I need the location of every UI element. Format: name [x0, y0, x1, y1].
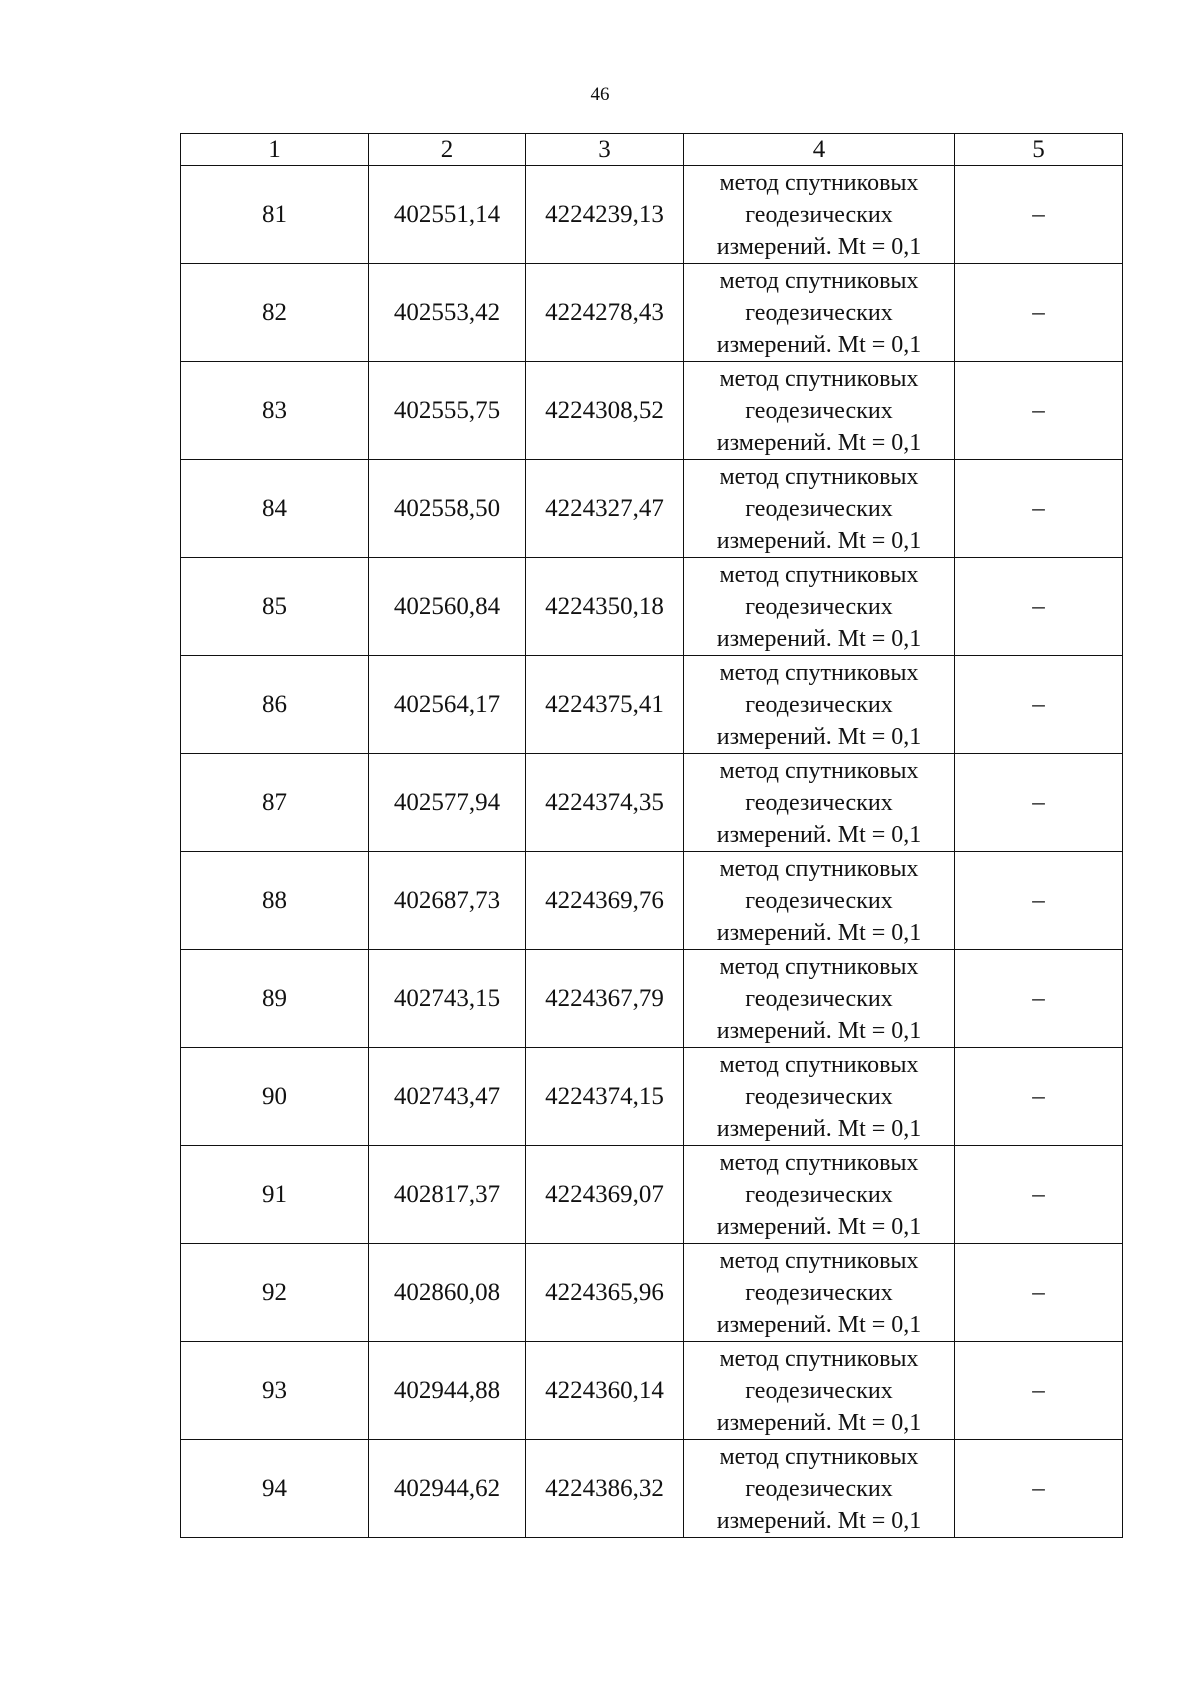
x-coordinate-cell: 402817,37 [369, 1146, 526, 1244]
method-text-line: метод спутниковых [719, 267, 919, 294]
table-row [181, 852, 1123, 950]
y-coordinate-cell: 4224367,79 [526, 950, 684, 1048]
x-coordinate-cell: 402944,88 [369, 1342, 526, 1440]
column-5-cell: – [955, 1342, 1123, 1440]
column-5-cell: – [955, 362, 1123, 460]
method-text-line: измерений. Mt = 0,1 [716, 1507, 922, 1534]
method-cell [684, 950, 955, 1048]
method-cell [684, 558, 955, 656]
y-coordinate-cell: 4224365,96 [526, 1244, 684, 1342]
column-5-cell: – [955, 950, 1123, 1048]
table-body [181, 166, 1123, 1538]
method-text-line: геодезических [745, 593, 893, 620]
point-number-cell: 93 [181, 1342, 369, 1440]
y-coordinate-cell: 4224360,14 [526, 1342, 684, 1440]
column-5-cell: – [955, 1146, 1123, 1244]
method-text-line: измерений. Mt = 0,1 [716, 233, 922, 260]
point-number-cell: 85 [181, 558, 369, 656]
method-text-line: геодезических [745, 1083, 893, 1110]
table-row [181, 264, 1123, 362]
point-number-cell: 91 [181, 1146, 369, 1244]
point-number-cell: 84 [181, 460, 369, 558]
column-header-5: 5 [955, 134, 1123, 166]
column-header-2: 2 [369, 134, 526, 166]
column-5-cell: – [955, 1244, 1123, 1342]
method-text-line: геодезических [745, 397, 893, 424]
method-text-line: метод спутниковых [719, 1345, 919, 1372]
method-text-line: геодезических [745, 789, 893, 816]
x-coordinate-cell: 402558,50 [369, 460, 526, 558]
table-row [181, 1342, 1123, 1440]
method-text-line: метод спутниковых [719, 1443, 919, 1470]
x-coordinate-cell: 402564,17 [369, 656, 526, 754]
method-text-line: измерений. Mt = 0,1 [716, 723, 922, 750]
table-row [181, 1048, 1123, 1146]
table-row [181, 1244, 1123, 1342]
column-5-cell: – [955, 1440, 1123, 1538]
column-5-cell: – [955, 1048, 1123, 1146]
table-row [181, 1146, 1123, 1244]
x-coordinate-cell: 402551,14 [369, 166, 526, 264]
point-number-cell: 83 [181, 362, 369, 460]
method-cell [684, 362, 955, 460]
method-text-line: измерений. Mt = 0,1 [716, 1017, 922, 1044]
method-cell [684, 852, 955, 950]
method-cell [684, 1244, 955, 1342]
method-text-line: метод спутниковых [719, 169, 919, 196]
method-text-line: геодезических [745, 1279, 893, 1306]
method-text-line: геодезических [745, 985, 893, 1012]
method-cell [684, 166, 955, 264]
method-cell [684, 754, 955, 852]
method-cell [684, 1146, 955, 1244]
column-5-cell: – [955, 264, 1123, 362]
method-text-line: измерений. Mt = 0,1 [716, 1213, 922, 1240]
method-text-line: измерений. Mt = 0,1 [716, 1115, 922, 1142]
y-coordinate-cell: 4224239,13 [526, 166, 684, 264]
point-number-cell: 87 [181, 754, 369, 852]
method-text-line: геодезических [745, 691, 893, 718]
method-text-line: геодезических [745, 299, 893, 326]
point-number-cell: 92 [181, 1244, 369, 1342]
method-text-line: метод спутниковых [719, 855, 919, 882]
method-text-line: метод спутниковых [719, 365, 919, 392]
x-coordinate-cell: 402743,15 [369, 950, 526, 1048]
point-number-cell: 81 [181, 166, 369, 264]
point-number-cell: 94 [181, 1440, 369, 1538]
method-text-line: метод спутниковых [719, 1247, 919, 1274]
method-text-line: метод спутниковых [719, 659, 919, 686]
method-cell [684, 1342, 955, 1440]
page-number: 46 [590, 84, 610, 105]
column-5-cell: – [955, 754, 1123, 852]
x-coordinate-cell: 402560,84 [369, 558, 526, 656]
y-coordinate-cell: 4224278,43 [526, 264, 684, 362]
y-coordinate-cell: 4224374,35 [526, 754, 684, 852]
method-text-line: метод спутниковых [719, 1149, 919, 1176]
column-5-cell: – [955, 460, 1123, 558]
column-5-cell: – [955, 852, 1123, 950]
method-text-line: измерений. Mt = 0,1 [716, 625, 922, 652]
table-row [181, 166, 1123, 264]
method-text-line: геодезических [745, 1377, 893, 1404]
y-coordinate-cell: 4224374,15 [526, 1048, 684, 1146]
x-coordinate-cell: 402555,75 [369, 362, 526, 460]
x-coordinate-cell: 402944,62 [369, 1440, 526, 1538]
point-number-cell: 88 [181, 852, 369, 950]
y-coordinate-cell: 4224369,07 [526, 1146, 684, 1244]
table-row [181, 1440, 1123, 1538]
table-row [181, 656, 1123, 754]
method-text-line: измерений. Mt = 0,1 [716, 1409, 922, 1436]
column-header-4: 4 [684, 134, 955, 166]
table-row [181, 754, 1123, 852]
column-header-1: 1 [181, 134, 369, 166]
x-coordinate-cell: 402553,42 [369, 264, 526, 362]
x-coordinate-cell: 402743,47 [369, 1048, 526, 1146]
column-5-cell: – [955, 558, 1123, 656]
point-number-cell: 89 [181, 950, 369, 1048]
table-row [181, 460, 1123, 558]
method-text-line: измерений. Mt = 0,1 [716, 1311, 922, 1338]
method-cell [684, 460, 955, 558]
method-text-line: геодезических [745, 887, 893, 914]
method-cell [684, 1440, 955, 1538]
y-coordinate-cell: 4224375,41 [526, 656, 684, 754]
column-5-cell: – [955, 656, 1123, 754]
method-text-line: геодезических [745, 495, 893, 522]
column-header-3: 3 [526, 134, 684, 166]
table-row [181, 950, 1123, 1048]
method-text-line: метод спутниковых [719, 953, 919, 980]
x-coordinate-cell: 402687,73 [369, 852, 526, 950]
method-text-line: метод спутниковых [719, 757, 919, 784]
method-text-line: измерений. Mt = 0,1 [716, 429, 922, 456]
column-5-cell: – [955, 166, 1123, 264]
method-text-line: измерений. Mt = 0,1 [716, 527, 922, 554]
y-coordinate-cell: 4224327,47 [526, 460, 684, 558]
method-text-line: измерений. Mt = 0,1 [716, 331, 922, 358]
method-cell [684, 656, 955, 754]
method-text-line: геодезических [745, 1181, 893, 1208]
method-text-line: измерений. Mt = 0,1 [716, 919, 922, 946]
method-text-line: метод спутниковых [719, 1051, 919, 1078]
y-coordinate-cell: 4224386,32 [526, 1440, 684, 1538]
table-header-row [181, 134, 1123, 166]
method-text-line: измерений. Mt = 0,1 [716, 821, 922, 848]
method-text-line: метод спутниковых [719, 561, 919, 588]
point-number-cell: 90 [181, 1048, 369, 1146]
y-coordinate-cell: 4224350,18 [526, 558, 684, 656]
point-number-cell: 82 [181, 264, 369, 362]
method-cell [684, 1048, 955, 1146]
y-coordinate-cell: 4224369,76 [526, 852, 684, 950]
x-coordinate-cell: 402860,08 [369, 1244, 526, 1342]
table-row [181, 558, 1123, 656]
x-coordinate-cell: 402577,94 [369, 754, 526, 852]
point-number-cell: 86 [181, 656, 369, 754]
table-row [181, 362, 1123, 460]
method-text-line: геодезических [745, 1475, 893, 1502]
y-coordinate-cell: 4224308,52 [526, 362, 684, 460]
method-cell [684, 264, 955, 362]
method-text-line: геодезических [745, 201, 893, 228]
method-text-line: метод спутниковых [719, 463, 919, 490]
coordinates-table [180, 133, 1123, 1538]
